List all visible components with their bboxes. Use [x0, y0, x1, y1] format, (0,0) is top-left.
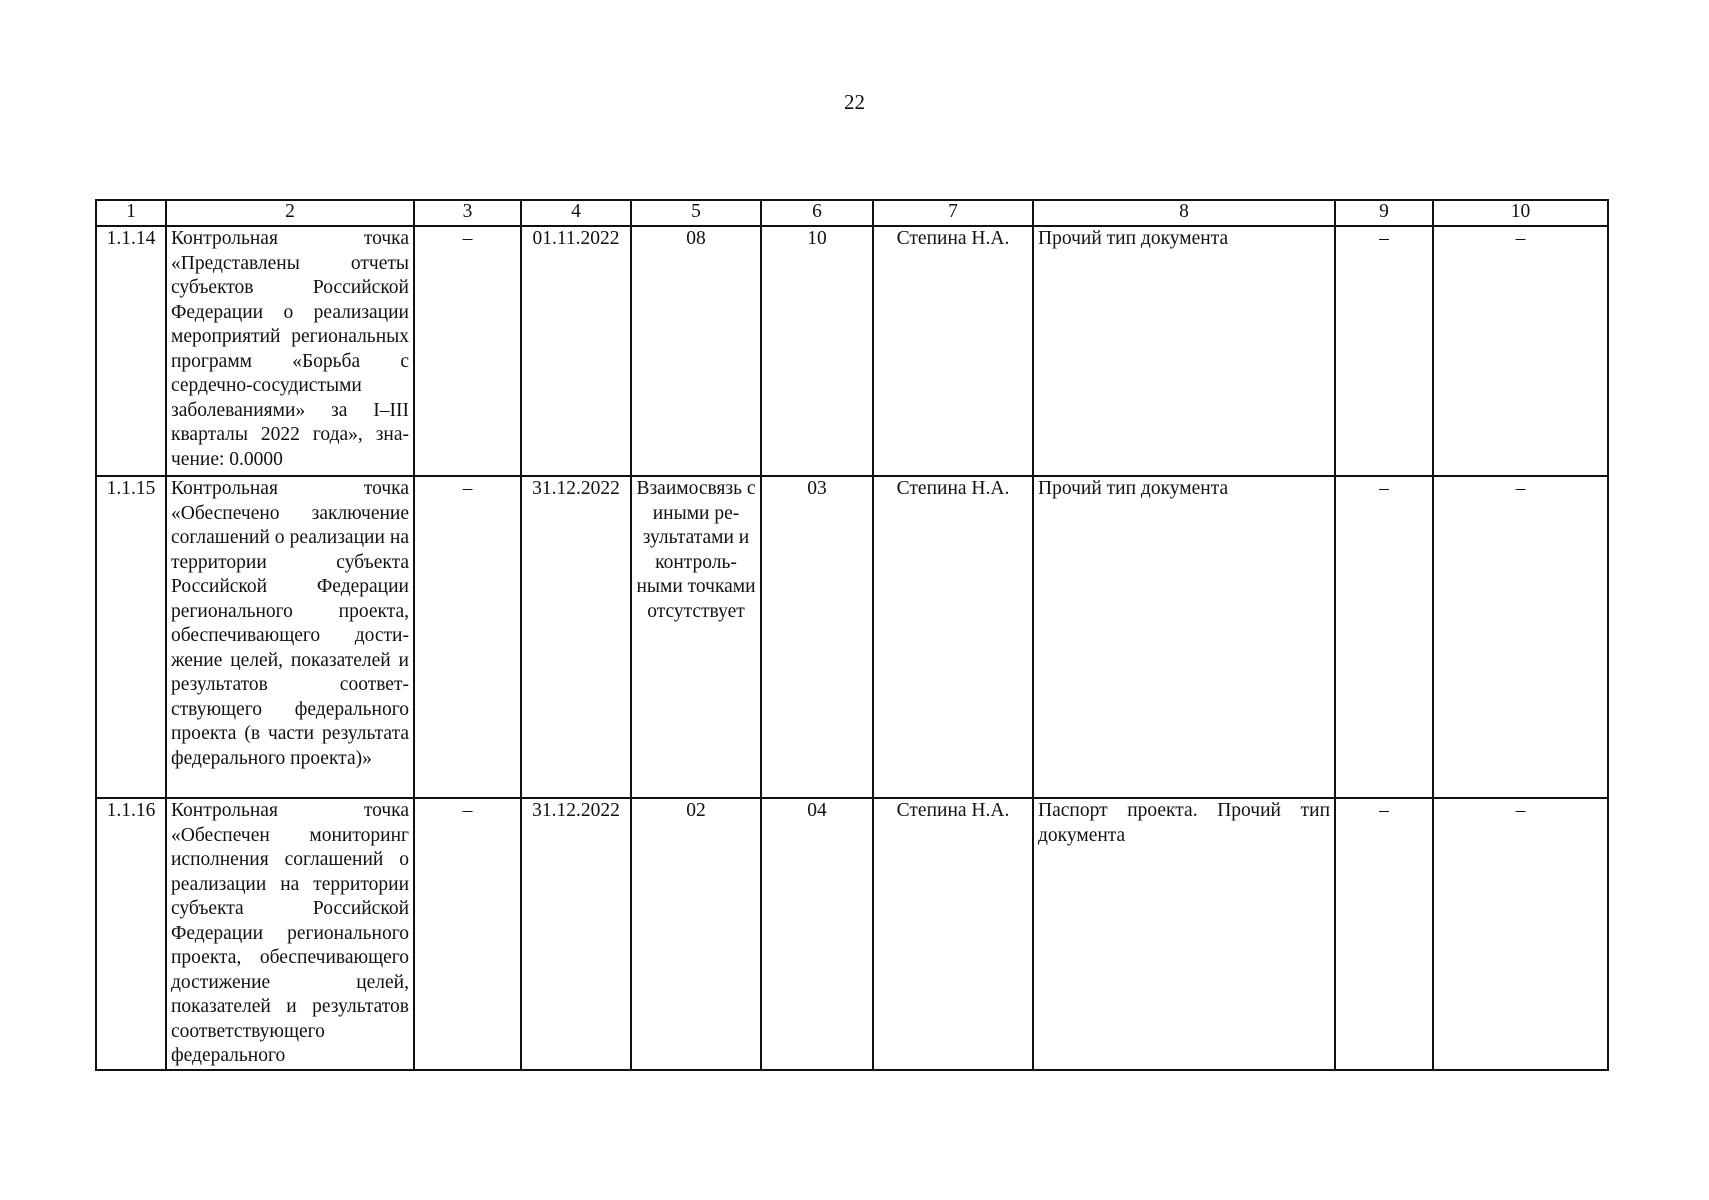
col3-value: –: [414, 226, 521, 476]
header-col-3: 3: [414, 200, 521, 226]
due-date: 31.12.2022: [521, 476, 631, 798]
responsible-person: Степина Н.А.: [873, 226, 1033, 476]
col10-value: –: [1433, 476, 1608, 798]
row-number: 1.1.16: [96, 798, 166, 1070]
responsible-person: Степина Н.А.: [873, 476, 1033, 798]
col3-value: –: [414, 476, 521, 798]
header-col-8: 8: [1033, 200, 1335, 226]
col5-value: 02: [631, 798, 761, 1070]
header-col-2: 2: [166, 200, 414, 226]
control-point-name: Контрольная точка «Обеспечен мониторинг исполнения соглашений о реализации на территории субъекта Российской Федерации регионального проекта, обеспечивающего достижение целей, показателей и результатов соответствующего федерального: [166, 798, 414, 1070]
col10-value: –: [1433, 226, 1608, 476]
col9-value: –: [1335, 226, 1433, 476]
page-number: 22: [844, 90, 865, 114]
header-col-5: 5: [631, 200, 761, 226]
col6-value: 03: [761, 476, 873, 798]
table-row: [96, 476, 1608, 798]
col6-value: 04: [761, 798, 873, 1070]
control-points-table: [95, 199, 1609, 1071]
col5-value: Взаимосвязь с иными результатами и контрольными точками отсутствует: [631, 476, 761, 798]
col9-value: –: [1335, 476, 1433, 798]
col6-value: 10: [761, 226, 873, 476]
table-row: [96, 798, 1608, 1070]
col10-value: –: [1433, 798, 1608, 1070]
header-col-4: 4: [521, 200, 631, 226]
header-col-10: 10: [1433, 200, 1608, 226]
header-col-9: 9: [1335, 200, 1433, 226]
col9-value: –: [1335, 798, 1433, 1070]
document-type: Паспорт проекта. Прочий тип документа: [1033, 798, 1335, 1070]
due-date: 01.11.2022: [521, 226, 631, 476]
header-col-1: 1: [96, 200, 166, 226]
control-point-name: Контрольная точка «Представлены отчеты субъектов Российской Федерации о реализации мероприятий региональных программ «Борьба с сердечно-сосудистыми заболеваниями» за I–III кварталы 2022 года», значение: 0.0000: [166, 226, 414, 476]
row-number: 1.1.15: [96, 476, 166, 798]
col3-value: –: [414, 798, 521, 1070]
document-type: Прочий тип документа: [1033, 476, 1335, 798]
row-number: 1.1.14: [96, 226, 166, 476]
control-point-name: Контрольная точка «Обеспечено заключение соглашений о реализации на территории субъекта Российской Федерации регионального проекта, обеспечивающего достижение целей, показателей и результатов соответствующего федерального проекта (в части результата федерального проекта)»: [166, 476, 414, 798]
header-col-7: 7: [873, 200, 1033, 226]
table-header-row: [96, 200, 1608, 226]
due-date: 31.12.2022: [521, 798, 631, 1070]
header-col-6: 6: [761, 200, 873, 226]
document-type: Прочий тип документа: [1033, 226, 1335, 476]
table-row: [96, 226, 1608, 476]
col5-value: 08: [631, 226, 761, 476]
responsible-person: Степина Н.А.: [873, 798, 1033, 1070]
